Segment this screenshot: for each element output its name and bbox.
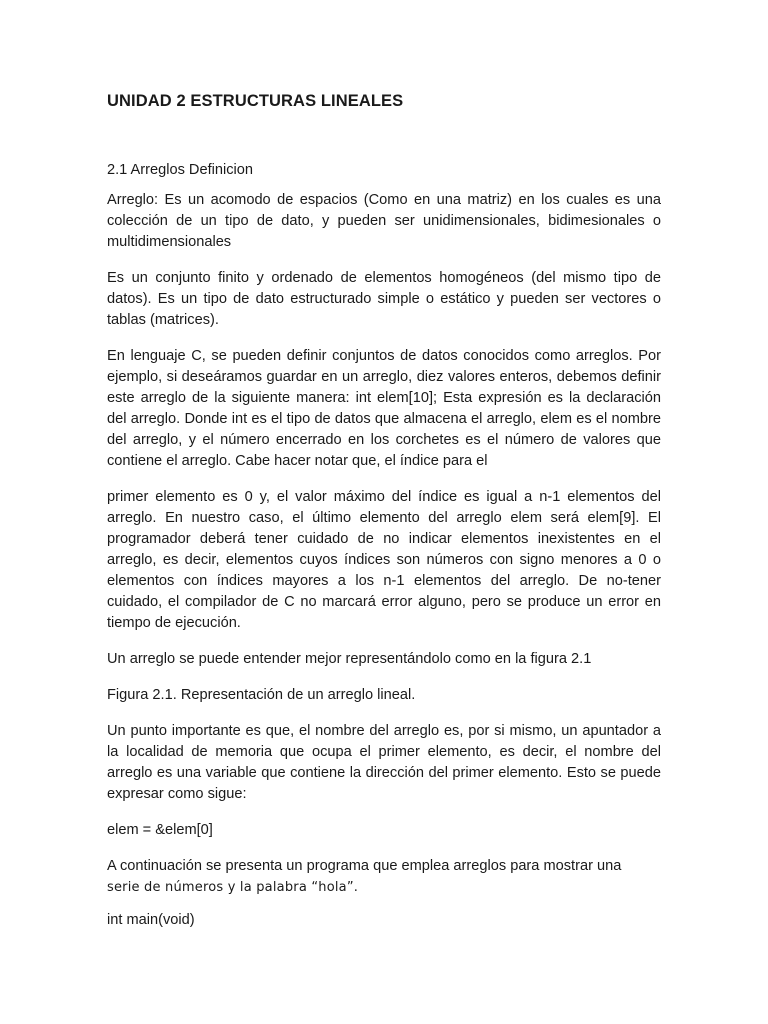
paragraph-lenguaje-c: En lenguaje C, se pueden definir conjuntos de datos conocidos como arreglos. Por ejemplo, si deseáramos guardar en un arreglo, diez valores enteros, debemos definir este arreglo de la siguiente manera: int elem[10]; Esta expresión es la declaración del arreglo. Donde int es el tipo de datos que almacena el arreglo, elem es el nombre del arreglo, y el número encerrado en los corchetes es el número de valores que contiene el arreglo. Cabe hacer notar que, el índice para el [107,348,661,469]
document-body [107,190,661,946]
paragraph-apuntador: Un punto importante es que, el nombre del arreglo es, por si mismo, un apuntador a la localidad de memoria que ocupa el primer elemento, es decir, el nombre del arreglo es una variable que contiene la dirección del primer elemento. Esto se puede expresar como sigue: [107,723,661,802]
document-title: UNIDAD 2 ESTRUCTURAS LINEALES [107,92,404,110]
paragraph-programa-line2: serie de números y la palabra “hola”. [107,880,359,895]
paragraph-primer-elemento: primer elemento es 0 y, el valor máximo del índice es igual a n-1 elementos del arreglo. En nuestro caso, el último elemento del arreglo elem será elem[9]. El programador deberá tener cuidado de no indicar elementos inexistentes en el arreglo, es decir, elementos cuyos índices son números con signo menores a 0 o elementos con índices mayores a los n-1 elementos del arreglo. De no-tener cuidado, el compilador de C no marcará error alguno, pero se produce un error en tiempo de ejecución. [107,489,661,631]
figure-caption: Figura 2.1. Representación de un arreglo lineal. [107,687,416,703]
section-heading: 2.1 Arreglos Definicion [107,162,254,178]
paragraph-conjunto: Es un conjunto finito y ordenado de elementos homogéneos (del mismo tipo de datos). Es un tipo de dato estructurado simple o estático y pueden ser vectores o tablas (matrices). [107,270,661,328]
code-line-elem: elem = &elem[0] [107,822,213,838]
paragraph-programa [107,856,661,898]
paragraph-figura-intro: Un arreglo se puede entender mejor representándolo como en la figura 2.1 [107,651,592,667]
paragraph-definition: Arreglo: Es un acomodo de espacios (Como en una matriz) en los cuales es una colección de un tipo de dato, y pueden ser unidimensionales, bidimesionales o multidimensionales [107,192,661,250]
code-line-main: int main(void) [107,912,195,928]
paragraph-programa-line1: A continuación se presenta un programa que emplea arreglos para mostrar una [107,858,622,874]
